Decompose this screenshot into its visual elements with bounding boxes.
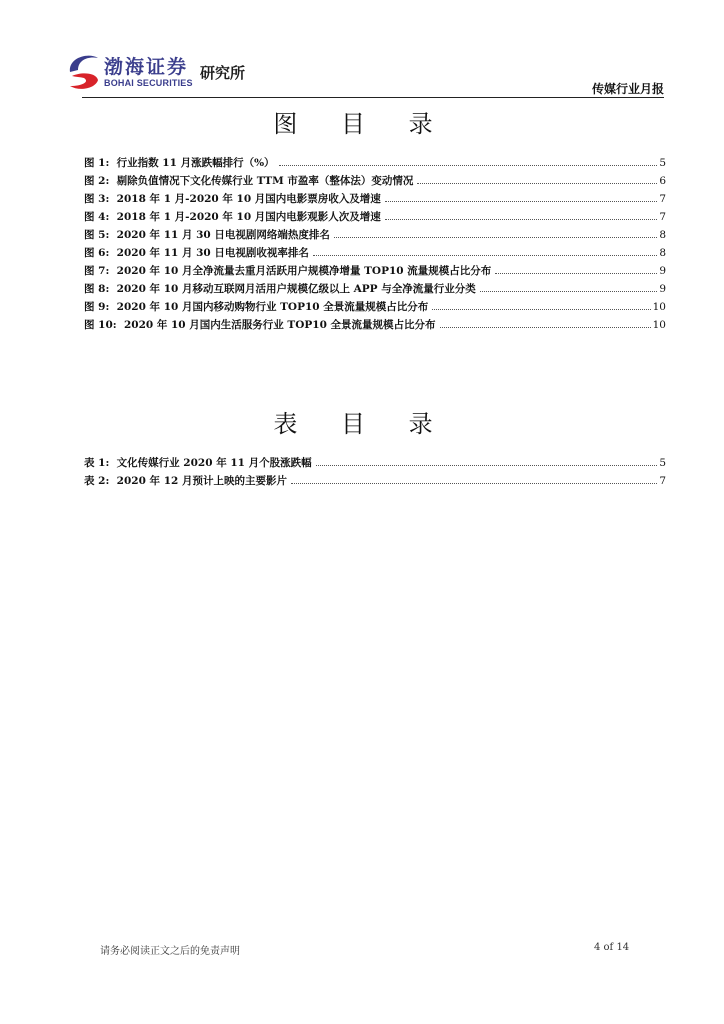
- figure-entry[interactable]: [84, 316, 666, 334]
- figure-entry[interactable]: [84, 280, 666, 298]
- dot-leader: [480, 290, 658, 292]
- dot-leader: [417, 182, 657, 184]
- figure-entry[interactable]: [84, 244, 666, 262]
- figure-entry-title: 2018 年 1 月-2020 年 10 月国内电影观影人次及增速: [116, 211, 381, 223]
- figure-entry-label: 图 9:: [84, 301, 110, 313]
- figure-entry-title: 2020 年 10 月国内移动购物行业 TOP10 全景流量规模占比分布: [116, 301, 429, 313]
- table-entry-label: 表 2:: [84, 475, 110, 487]
- figure-entry-label: 图 8:: [84, 283, 110, 295]
- logo-chinese-name: 渤海证券: [104, 56, 189, 78]
- figure-entry-title: 2018 年 1 月-2020 年 10 月国内电影票房收入及增速: [116, 193, 381, 205]
- bohai-logo-icon: [66, 50, 102, 92]
- dot-leader: [291, 482, 657, 484]
- figure-entry-page: 7: [659, 193, 666, 205]
- figure-entry-title: 剔除负值情况下文化传媒行业 TTM 市盈率（整体法）变动情况: [116, 175, 414, 187]
- spacer: [109, 190, 116, 208]
- logo-english-name: BOHAI SECURITIES: [104, 78, 193, 88]
- spacer: [117, 316, 124, 334]
- dot-leader: [316, 464, 658, 466]
- figure-entry-page: 6: [659, 175, 666, 187]
- spacer: [109, 172, 116, 190]
- figure-entry-label: 图 1:: [84, 157, 110, 169]
- figure-list: [84, 154, 666, 334]
- figure-entry-label: 图 2:: [84, 175, 110, 187]
- figure-entry-label: 图 7:: [84, 265, 110, 277]
- figure-entry[interactable]: [84, 154, 666, 172]
- dot-leader: [385, 200, 658, 202]
- figure-entry-page: 8: [659, 229, 666, 241]
- table-entry-label: 表 1:: [84, 457, 110, 469]
- figure-entry-title: 2020 年 10 月国内生活服务行业 TOP10 全景流量规模占比分布: [123, 319, 436, 331]
- spacer: [109, 244, 116, 262]
- table-list-title: 表 目 录: [273, 410, 451, 438]
- spacer: [109, 262, 116, 280]
- figure-entry-page: 9: [659, 283, 666, 295]
- table-list: [84, 454, 666, 490]
- figure-entry-title: 2020 年 11 月 30 日电视剧收视率排名: [116, 247, 309, 259]
- disclaimer-note: 请务必阅读正文之后的免责声明: [100, 946, 240, 957]
- figure-entry-label: 图 3:: [84, 193, 110, 205]
- figure-entry-label: 图 5:: [84, 229, 110, 241]
- figure-entry-page: 8: [659, 247, 666, 259]
- spacer: [109, 208, 116, 226]
- dot-leader: [279, 164, 658, 166]
- table-entry-page: 7: [659, 475, 666, 487]
- spacer: [109, 226, 116, 244]
- dot-leader: [334, 236, 657, 238]
- figure-list-title: 图 目 录: [273, 110, 451, 138]
- figure-entry-page: 7: [659, 211, 666, 223]
- figure-entry[interactable]: [84, 190, 666, 208]
- figure-entry-page: 5: [659, 157, 666, 169]
- table-entry-title: 2020 年 12 月预计上映的主要影片: [116, 475, 287, 487]
- figure-entry-page: 10: [652, 301, 666, 313]
- figure-entry-label: 图 4:: [84, 211, 110, 223]
- figure-entry[interactable]: [84, 226, 666, 244]
- spacer: [109, 472, 116, 490]
- figure-entry-title: 2020 年 10 月移动互联网月活用户规模亿级以上 APP 与全净流量行业分类: [116, 283, 476, 295]
- dot-leader: [385, 218, 658, 220]
- page-number: 4 of 14: [594, 942, 630, 953]
- dot-leader: [432, 308, 650, 310]
- header-divider: [82, 97, 664, 98]
- page-header: [0, 0, 724, 105]
- figure-entry[interactable]: [84, 172, 666, 190]
- spacer: [109, 280, 116, 298]
- figure-entry-label: 图 10:: [84, 319, 117, 331]
- institute-name: 研究所: [200, 64, 246, 82]
- report-type: 传媒行业月报: [591, 82, 664, 96]
- figure-entry-label: 图 6:: [84, 247, 110, 259]
- figure-entry-title: 2020 年 10 月全净流量去重月活跃用户规模净增量 TOP10 流量规模占比分布: [116, 265, 492, 277]
- figure-entry[interactable]: [84, 208, 666, 226]
- dot-leader: [313, 254, 657, 256]
- spacer: [109, 454, 116, 472]
- figure-entry[interactable]: [84, 262, 666, 280]
- dot-leader: [495, 272, 657, 274]
- table-entry-page: 5: [659, 457, 666, 469]
- figure-entry-page: 9: [659, 265, 666, 277]
- figure-entry[interactable]: [84, 298, 666, 316]
- dot-leader: [440, 326, 651, 328]
- figure-entry-page: 10: [652, 319, 666, 331]
- table-entry[interactable]: [84, 472, 666, 490]
- spacer: [109, 154, 116, 172]
- figure-entry-title: 行业指数 11 月涨跌幅排行（%）: [116, 157, 275, 169]
- table-entry[interactable]: [84, 454, 666, 472]
- spacer: [109, 298, 116, 316]
- figure-entry-title: 2020 年 11 月 30 日电视剧网络端热度排名: [116, 229, 330, 241]
- table-entry-title: 文化传媒行业 2020 年 11 月个股涨跌幅: [116, 457, 312, 469]
